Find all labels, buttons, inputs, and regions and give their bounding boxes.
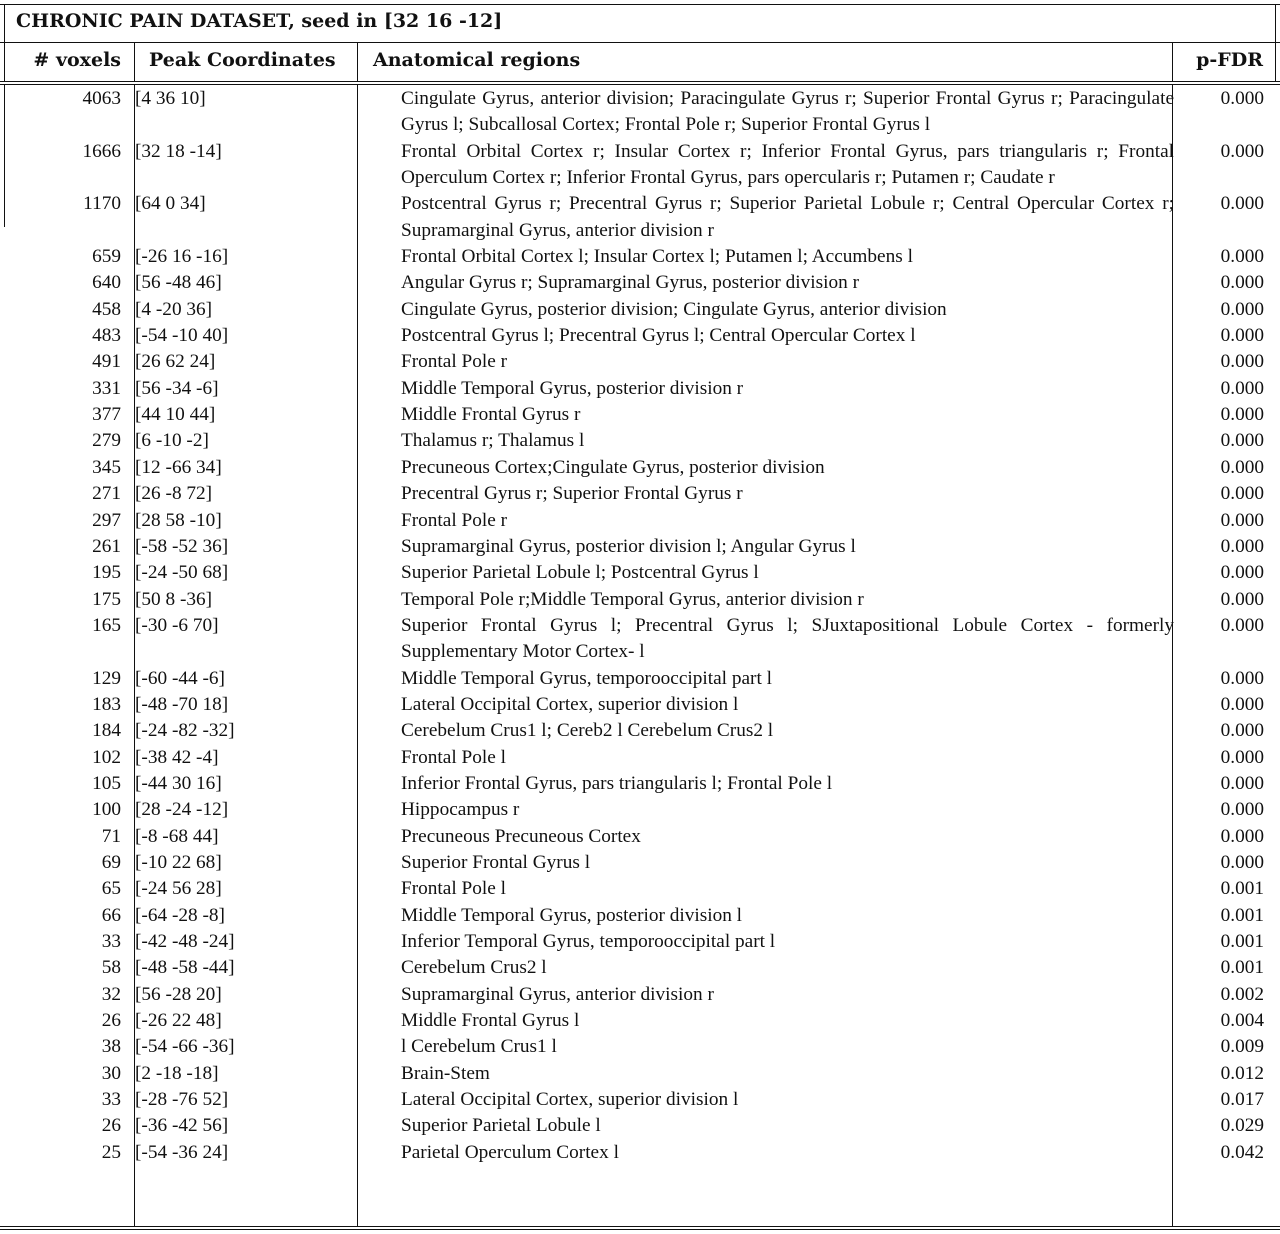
p-fdr-value: 0.000 (1220, 298, 1264, 320)
header-anatomical-regions: Anatomical regions (373, 49, 581, 71)
voxel-count: 659 (92, 246, 121, 268)
anatomical-regions: Angular Gyrus r; Supramarginal Gyrus, posterior division r (401, 272, 860, 294)
p-fdr-value: 0.000 (1220, 588, 1264, 610)
anatomical-regions: Precuneous Precuneous Cortex (401, 825, 641, 847)
peak-coordinates: [50 8 -36] (135, 588, 213, 610)
p-fdr-value: 0.001 (1220, 957, 1264, 979)
p-fdr-value: 0.012 (1220, 1062, 1264, 1084)
table-caption: CHRONIC PAIN DATASET, seed in [32 16 -12] (16, 10, 503, 32)
anatomical-regions: Parietal Operculum Cortex l (401, 1141, 619, 1163)
peak-coordinates: [-8 -68 44] (135, 825, 219, 847)
anatomical-regions: Superior Frontal Gyrus l (401, 851, 591, 873)
voxel-count: 69 (101, 851, 121, 873)
p-fdr-value: 0.000 (1220, 88, 1264, 109)
voxel-count: 102 (92, 746, 121, 768)
p-fdr-value: 0.000 (1220, 614, 1264, 636)
table-row (2, 613, 1278, 666)
table-row (2, 850, 1278, 876)
p-fdr-value: 0.004 (1220, 1010, 1264, 1032)
voxel-count: 129 (92, 667, 121, 689)
voxel-count: 195 (92, 562, 121, 584)
p-fdr-value: 0.000 (1220, 272, 1264, 294)
table-row (2, 481, 1278, 507)
table-row (2, 508, 1278, 534)
voxel-count: 345 (92, 456, 121, 478)
anatomical-regions: Middle Temporal Gyrus, posterior division r (401, 377, 744, 399)
peak-coordinates: [28 58 -10] (135, 509, 222, 531)
col-divider-1-header (134, 42, 135, 82)
anatomical-regions: Postcentral Gyrus r; Precentral Gyrus r; Superior Parietal Lobule r; Central Opercular Cortex r; Supramarginal Gyrus, anterior division r (401, 193, 1174, 241)
peak-coordinates: [-26 22 48] (135, 1010, 222, 1032)
anatomical-regions: Frontal Pole r (401, 351, 508, 373)
voxel-count: 4063 (82, 88, 121, 109)
voxel-count: 331 (92, 377, 121, 399)
table-row (2, 297, 1278, 323)
anatomical-regions: Cerebelum Crus2 l (401, 957, 547, 979)
bottom-rule (0, 1226, 1280, 1227)
anatomical-regions: Cingulate Gyrus, posterior division; Cingulate Gyrus, anterior division (401, 298, 947, 320)
voxel-count: 458 (92, 298, 121, 320)
anatomical-regions: Inferior Temporal Gyrus, temporooccipital part l (401, 931, 776, 952)
bottom-rule-2 (0, 1229, 1280, 1230)
table-row (2, 587, 1278, 613)
table-row (2, 270, 1278, 296)
anatomical-regions: Middle Temporal Gyrus, posterior division l (401, 904, 743, 926)
anatomical-regions: Middle Temporal Gyrus, temporooccipital part l (401, 667, 772, 689)
anatomical-regions: Frontal Pole r (401, 509, 508, 531)
peak-coordinates: [56 -48 46] (135, 272, 222, 294)
voxel-count: 58 (101, 957, 121, 979)
voxel-count: 33 (101, 1089, 121, 1111)
anatomical-regions: Frontal Pole l (401, 878, 506, 900)
table-row (2, 745, 1278, 771)
voxel-count: 640 (92, 272, 121, 294)
peak-coordinates: [-24 -82 -32] (135, 720, 235, 742)
table-row (2, 982, 1278, 1008)
table-row (2, 1113, 1278, 1139)
voxel-count: 100 (92, 799, 121, 821)
peak-coordinates: [6 -10 -2] (135, 430, 209, 452)
anatomical-regions: Cingulate Gyrus, anterior division; Paracingulate Gyrus r; Superior Frontal Gyrus r; Paracingulate Gyrus l; Subcallosal Cortex; Frontal Pole r; Superior Frontal Gyrus l (401, 88, 1174, 136)
peak-coordinates: [12 -66 34] (135, 456, 222, 478)
p-fdr-value: 0.017 (1220, 1089, 1264, 1111)
anatomical-regions: Frontal Pole l (401, 746, 506, 768)
header-voxels: # voxels (33, 49, 121, 71)
header-rule-lower (0, 84, 1280, 85)
peak-coordinates: [-64 -28 -8] (135, 904, 225, 926)
p-fdr-value: 0.001 (1220, 878, 1264, 900)
peak-coordinates: [-54 -66 -36] (135, 1036, 235, 1058)
peak-coordinates: [4 -20 36] (135, 298, 213, 320)
peak-coordinates: [-54 -36 24] (135, 1141, 229, 1163)
p-fdr-value: 0.000 (1220, 772, 1264, 794)
p-fdr-value: 0.000 (1220, 430, 1264, 452)
p-fdr-value: 0.042 (1220, 1141, 1264, 1163)
peak-coordinates: [-10 22 68] (135, 851, 222, 873)
peak-coordinates: [-58 -52 36] (135, 535, 229, 557)
peak-coordinates: [56 -34 -6] (135, 377, 219, 399)
p-fdr-value: 0.001 (1220, 904, 1264, 926)
peak-coordinates: [-24 -50 68] (135, 562, 229, 584)
peak-coordinates: [-36 -42 56] (135, 1115, 229, 1137)
col-divider-3-header (1172, 42, 1173, 82)
table-row (2, 1140, 1278, 1166)
table-row (2, 191, 1278, 244)
peak-coordinates: [-30 -6 70] (135, 614, 219, 636)
peak-coordinates: [-42 -48 -24] (135, 931, 235, 952)
table-row (2, 1087, 1278, 1113)
voxel-count: 175 (92, 588, 121, 610)
anatomical-regions: Hippocampus r (401, 799, 520, 821)
table-rows (2, 86, 1278, 1166)
p-fdr-value: 0.000 (1220, 693, 1264, 715)
voxel-count: 32 (101, 983, 121, 1005)
table-row (2, 876, 1278, 902)
voxel-count: 1666 (82, 140, 121, 162)
voxel-count: 33 (101, 931, 121, 952)
table-row (2, 1008, 1278, 1034)
peak-coordinates: [4 36 10] (135, 88, 206, 109)
voxel-count: 38 (101, 1036, 121, 1058)
p-fdr-value: 0.000 (1220, 193, 1264, 215)
peak-coordinates: [32 18 -14] (135, 140, 222, 162)
anatomical-regions: Inferior Frontal Gyrus, pars triangularis l; Frontal Pole l (401, 772, 833, 794)
table-row (2, 534, 1278, 560)
voxel-count: 271 (92, 483, 121, 505)
voxel-count: 491 (92, 351, 121, 373)
anatomical-regions: l Cerebelum Crus1 l (401, 1036, 557, 1058)
p-fdr-value: 0.000 (1220, 720, 1264, 742)
voxel-count: 65 (101, 878, 121, 900)
table-row (2, 86, 1278, 139)
peak-coordinates: [26 62 24] (135, 351, 216, 373)
voxel-count: 26 (101, 1115, 121, 1137)
p-fdr-value: 0.000 (1220, 509, 1264, 531)
anatomical-regions: Superior Frontal Gyrus l; Precentral Gyrus l; SJuxtapositional Lobule Cortex - formerly Supplementary Motor Cortex- l (401, 614, 1174, 663)
table-row (2, 1034, 1278, 1060)
p-fdr-value: 0.009 (1220, 1036, 1264, 1058)
voxel-count: 261 (92, 535, 121, 557)
p-fdr-value: 0.000 (1220, 140, 1264, 162)
table-row (2, 376, 1278, 402)
p-fdr-value: 0.000 (1220, 825, 1264, 847)
table-row (2, 771, 1278, 797)
voxel-count: 184 (92, 720, 121, 742)
p-fdr-value: 0.000 (1220, 456, 1264, 478)
table-row (2, 824, 1278, 850)
anatomical-regions: Middle Frontal Gyrus r (401, 404, 581, 426)
p-fdr-value: 0.001 (1220, 931, 1264, 952)
table-row (2, 903, 1278, 929)
p-fdr-value: 0.000 (1220, 377, 1264, 399)
p-fdr-value: 0.000 (1220, 746, 1264, 768)
table-row (2, 797, 1278, 823)
table-row (2, 428, 1278, 454)
peak-coordinates: [-28 -76 52] (135, 1089, 229, 1111)
voxel-count: 30 (101, 1062, 121, 1084)
table-row (2, 692, 1278, 718)
table-row (2, 455, 1278, 481)
table-row (2, 244, 1278, 270)
table-body (2, 86, 1278, 1166)
peak-coordinates: [44 10 44] (135, 404, 216, 426)
peak-coordinates: [-48 -70 18] (135, 693, 229, 715)
voxel-count: 26 (101, 1010, 121, 1032)
p-fdr-value: 0.000 (1220, 325, 1264, 347)
peak-coordinates: [-26 16 -16] (135, 246, 229, 268)
table-row (2, 323, 1278, 349)
peak-coordinates: [56 -28 20] (135, 983, 222, 1005)
anatomical-regions: Middle Frontal Gyrus l (401, 1010, 580, 1032)
anatomical-regions: Cerebelum Crus1 l; Cereb2 l Cerebelum Crus2 l (401, 720, 774, 742)
voxel-count: 377 (92, 404, 121, 426)
anatomical-regions: Temporal Pole r;Middle Temporal Gyrus, anterior division r (401, 588, 864, 610)
anatomical-regions: Precentral Gyrus r; Superior Frontal Gyrus r (401, 483, 743, 505)
peak-coordinates: [2 -18 -18] (135, 1062, 219, 1084)
p-fdr-value: 0.000 (1220, 246, 1264, 268)
anatomical-regions: Postcentral Gyrus l; Precentral Gyrus l; Central Opercular Cortex l (401, 325, 916, 347)
voxel-count: 66 (101, 904, 121, 926)
peak-coordinates: [-24 56 28] (135, 878, 222, 900)
header-peak-coordinates: Peak Coordinates (149, 49, 336, 71)
p-fdr-value: 0.000 (1220, 667, 1264, 689)
anatomical-regions: Superior Parietal Lobule l (401, 1115, 601, 1137)
voxel-count: 71 (101, 825, 121, 847)
table-row (2, 955, 1278, 981)
anatomical-regions: Lateral Occipital Cortex, superior division l (401, 693, 739, 715)
header-rule-upper (0, 81, 1280, 82)
header-p-fdr: p-FDR (1196, 49, 1263, 71)
voxel-count: 1170 (83, 193, 121, 215)
top-rule (0, 4, 1280, 5)
voxel-count: 279 (92, 430, 121, 452)
anatomical-regions: Superior Parietal Lobule l; Postcentral Gyrus l (401, 562, 759, 584)
table-row (2, 929, 1278, 955)
anatomical-regions: Supramarginal Gyrus, anterior division r (401, 983, 714, 1005)
p-fdr-value: 0.000 (1220, 535, 1264, 557)
anatomical-regions: Frontal Orbital Cortex l; Insular Cortex l; Putamen l; Accumbens l (401, 246, 913, 268)
peak-coordinates: [-54 -10 40] (135, 325, 229, 347)
table-row (2, 666, 1278, 692)
table-row (2, 139, 1278, 192)
p-fdr-value: 0.000 (1220, 404, 1264, 426)
voxel-count: 483 (92, 325, 121, 347)
p-fdr-value: 0.000 (1220, 851, 1264, 873)
p-fdr-value: 0.002 (1220, 983, 1264, 1005)
voxel-count: 297 (92, 509, 121, 531)
peak-coordinates: [26 -8 72] (135, 483, 213, 505)
peak-coordinates: [-60 -44 -6] (135, 667, 225, 689)
col-divider-2-header (357, 42, 358, 82)
table-row (2, 402, 1278, 428)
p-fdr-value: 0.000 (1220, 483, 1264, 505)
peak-coordinates: [-48 -58 -44] (135, 957, 235, 979)
right-border (1275, 4, 1276, 82)
voxel-count: 105 (92, 772, 121, 794)
peak-coordinates: [64 0 34] (135, 193, 206, 215)
p-fdr-value: 0.000 (1220, 562, 1264, 584)
caption-rule (0, 42, 1280, 43)
anatomical-regions: Precuneous Cortex;Cingulate Gyrus, posterior division (401, 456, 825, 478)
peak-coordinates: [-44 30 16] (135, 772, 222, 794)
anatomical-regions: Supramarginal Gyrus, posterior division l; Angular Gyrus l (401, 535, 856, 557)
table-row (2, 349, 1278, 375)
table-row (2, 560, 1278, 586)
peak-coordinates: [-38 42 -4] (135, 746, 219, 768)
anatomical-regions: Thalamus r; Thalamus l (401, 430, 585, 452)
table-row (2, 718, 1278, 744)
table-row (2, 1061, 1278, 1087)
voxel-count: 165 (92, 614, 121, 636)
anatomical-regions: Frontal Orbital Cortex r; Insular Cortex r; Inferior Frontal Gyrus, pars triangularis r; Frontal Operculum Cortex r; Inferior Frontal Gyrus, pars opercularis r; Putamen r; Caudate r (401, 140, 1174, 189)
voxel-count: 25 (101, 1141, 121, 1163)
anatomical-regions: Lateral Occipital Cortex, superior division l (401, 1089, 739, 1111)
p-fdr-value: 0.029 (1220, 1115, 1264, 1137)
p-fdr-value: 0.000 (1220, 799, 1264, 821)
peak-coordinates: [28 -24 -12] (135, 799, 229, 821)
p-fdr-value: 0.000 (1220, 351, 1264, 373)
anatomical-regions: Brain-Stem (401, 1062, 490, 1084)
left-border (4, 4, 5, 82)
voxel-count: 183 (92, 693, 121, 715)
